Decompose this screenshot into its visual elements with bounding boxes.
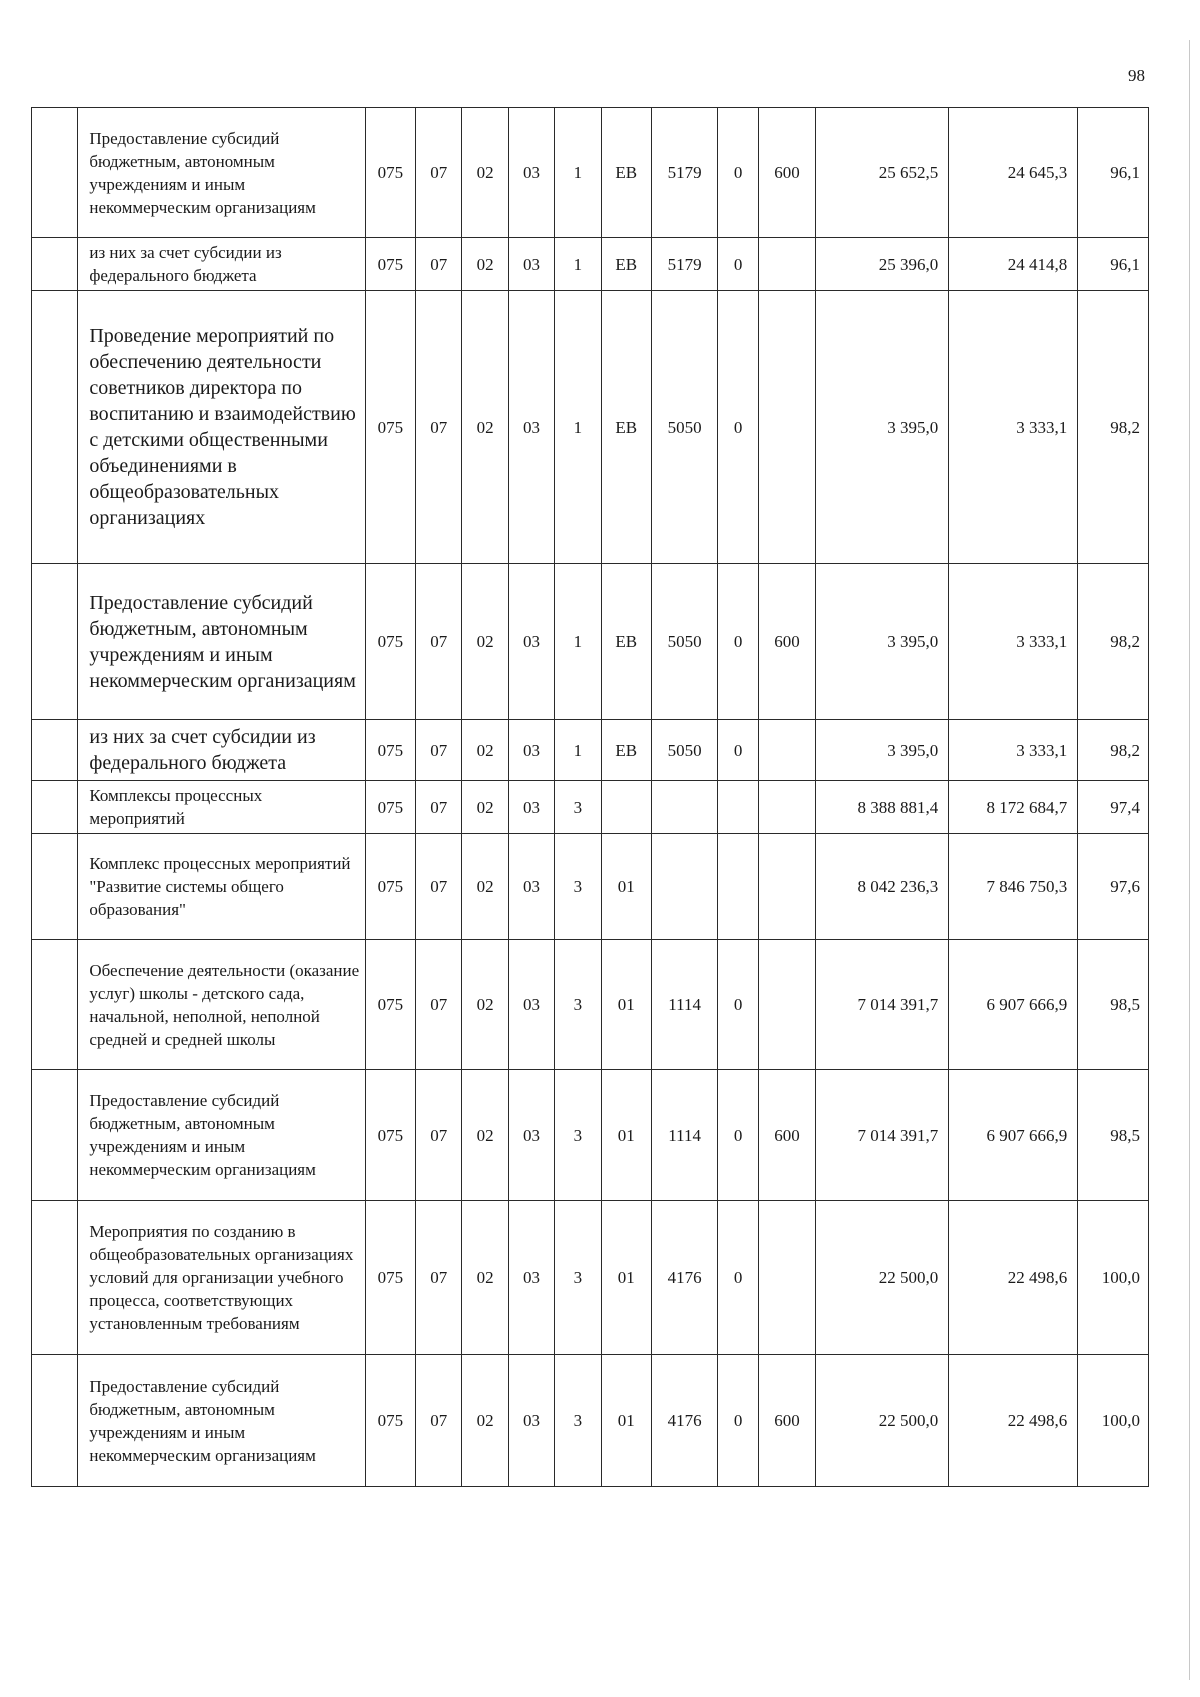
plan-amount: 7 014 391,7 <box>816 1070 949 1201</box>
code-cell: 1 <box>555 291 601 564</box>
row-index-cell <box>32 940 78 1070</box>
actual-amount: 24 414,8 <box>949 238 1078 291</box>
row-description: Комплекс процессных мероприятий "Развитие системы общего образования" <box>78 834 365 940</box>
code-cell: 02 <box>462 940 508 1070</box>
code-cell <box>758 720 815 781</box>
code-cell: 0 <box>718 1201 758 1355</box>
page-number: 98 <box>1128 66 1145 85</box>
code-cell: 0 <box>718 108 758 238</box>
actual-amount: 24 645,3 <box>949 108 1078 238</box>
code-cell: 01 <box>601 834 651 940</box>
code-cell: 01 <box>601 1355 651 1487</box>
code-cell: 075 <box>365 1070 415 1201</box>
code-cell <box>651 834 718 940</box>
code-cell: 07 <box>416 781 462 834</box>
code-cell: 5050 <box>651 291 718 564</box>
code-cell: 03 <box>508 940 554 1070</box>
execution-percent: 98,2 <box>1078 720 1149 781</box>
code-cell: 3 <box>555 834 601 940</box>
plan-amount: 8 042 236,3 <box>816 834 949 940</box>
code-cell: 02 <box>462 238 508 291</box>
row-description: Предоставление субсидий бюджетным, автономным учреждениям и иным некоммерческим организациям <box>78 1070 365 1201</box>
code-cell: ЕВ <box>601 291 651 564</box>
code-cell: 0 <box>718 940 758 1070</box>
code-cell: 02 <box>462 108 508 238</box>
row-description: из них за счет субсидии из федерального бюджета <box>78 238 365 291</box>
code-cell: 075 <box>365 720 415 781</box>
code-cell: 4176 <box>651 1355 718 1487</box>
row-description: Мероприятия по созданию в общеобразовательных организациях условий для организации учебного процесса, соответствующих установленным требованиям <box>78 1201 365 1355</box>
code-cell: 07 <box>416 108 462 238</box>
code-cell: 07 <box>416 1355 462 1487</box>
code-cell: 07 <box>416 291 462 564</box>
actual-amount: 22 498,6 <box>949 1355 1078 1487</box>
code-cell: 600 <box>758 1070 815 1201</box>
row-description: из них за счет субсидии из федерального бюджета <box>78 720 365 781</box>
code-cell: 03 <box>508 720 554 781</box>
plan-amount: 25 396,0 <box>816 238 949 291</box>
code-cell <box>758 291 815 564</box>
code-cell: 03 <box>508 1355 554 1487</box>
execution-percent: 96,1 <box>1078 238 1149 291</box>
code-cell: 02 <box>462 1355 508 1487</box>
code-cell: ЕВ <box>601 564 651 720</box>
row-index-cell <box>32 1201 78 1355</box>
table-row <box>32 834 1149 940</box>
actual-amount: 22 498,6 <box>949 1201 1078 1355</box>
code-cell: 4176 <box>651 1201 718 1355</box>
table-row <box>32 564 1149 720</box>
code-cell: 02 <box>462 564 508 720</box>
execution-percent: 98,5 <box>1078 940 1149 1070</box>
code-cell: 075 <box>365 291 415 564</box>
code-cell <box>758 834 815 940</box>
plan-amount: 22 500,0 <box>816 1201 949 1355</box>
code-cell: 1 <box>555 564 601 720</box>
code-cell: 02 <box>462 1070 508 1201</box>
code-cell: 075 <box>365 238 415 291</box>
code-cell: 0 <box>718 238 758 291</box>
code-cell: 03 <box>508 108 554 238</box>
actual-amount: 3 333,1 <box>949 564 1078 720</box>
code-cell: 1114 <box>651 940 718 1070</box>
code-cell: 03 <box>508 1070 554 1201</box>
table-row <box>32 720 1149 781</box>
table-row <box>32 781 1149 834</box>
actual-amount: 7 846 750,3 <box>949 834 1078 940</box>
code-cell: 02 <box>462 1201 508 1355</box>
row-index-cell <box>32 291 78 564</box>
execution-percent: 100,0 <box>1078 1355 1149 1487</box>
row-index-cell <box>32 238 78 291</box>
code-cell: 1 <box>555 238 601 291</box>
row-index-cell <box>32 564 78 720</box>
row-index-cell <box>32 1355 78 1487</box>
code-cell: 075 <box>365 564 415 720</box>
code-cell: 075 <box>365 940 415 1070</box>
scan-edge-line <box>1189 40 1190 1680</box>
code-cell <box>758 940 815 1070</box>
row-description: Предоставление субсидий бюджетным, автономным учреждениям и иным некоммерческим организациям <box>78 564 365 720</box>
code-cell: 075 <box>365 834 415 940</box>
code-cell: 0 <box>718 1070 758 1201</box>
row-index-cell <box>32 781 78 834</box>
actual-amount: 6 907 666,9 <box>949 940 1078 1070</box>
code-cell: 5179 <box>651 238 718 291</box>
code-cell: 0 <box>718 720 758 781</box>
row-description: Предоставление субсидий бюджетным, автономным учреждениям и иным некоммерческим организациям <box>78 1355 365 1487</box>
table-row <box>32 108 1149 238</box>
code-cell <box>651 781 718 834</box>
table-row <box>32 291 1149 564</box>
table-row <box>32 238 1149 291</box>
code-cell: 07 <box>416 1201 462 1355</box>
code-cell <box>601 781 651 834</box>
code-cell: 075 <box>365 1355 415 1487</box>
code-cell: 02 <box>462 834 508 940</box>
plan-amount: 7 014 391,7 <box>816 940 949 1070</box>
code-cell: ЕВ <box>601 720 651 781</box>
code-cell: 02 <box>462 291 508 564</box>
code-cell: 0 <box>718 564 758 720</box>
plan-amount: 3 395,0 <box>816 720 949 781</box>
execution-percent: 98,2 <box>1078 291 1149 564</box>
code-cell: 075 <box>365 1201 415 1355</box>
code-cell: 3 <box>555 1070 601 1201</box>
code-cell: 03 <box>508 291 554 564</box>
budget-table <box>31 107 1149 1487</box>
plan-amount: 3 395,0 <box>816 291 949 564</box>
code-cell: 01 <box>601 1070 651 1201</box>
code-cell <box>758 238 815 291</box>
row-index-cell <box>32 1070 78 1201</box>
actual-amount: 8 172 684,7 <box>949 781 1078 834</box>
execution-percent: 96,1 <box>1078 108 1149 238</box>
code-cell: 600 <box>758 564 815 720</box>
code-cell: 1 <box>555 720 601 781</box>
code-cell: ЕВ <box>601 238 651 291</box>
code-cell: 03 <box>508 238 554 291</box>
code-cell: 07 <box>416 564 462 720</box>
code-cell: 075 <box>365 781 415 834</box>
code-cell: 02 <box>462 781 508 834</box>
execution-percent: 97,6 <box>1078 834 1149 940</box>
table-row <box>32 1070 1149 1201</box>
actual-amount: 3 333,1 <box>949 720 1078 781</box>
code-cell: ЕВ <box>601 108 651 238</box>
code-cell: 03 <box>508 1201 554 1355</box>
table-row <box>32 940 1149 1070</box>
code-cell <box>758 1201 815 1355</box>
code-cell: 0 <box>718 1355 758 1487</box>
actual-amount: 3 333,1 <box>949 291 1078 564</box>
code-cell: 5050 <box>651 720 718 781</box>
row-description: Обеспечение деятельности (оказание услуг) школы - детского сада, начальной, неполной, неполной средней и средней школы <box>78 940 365 1070</box>
code-cell: 600 <box>758 108 815 238</box>
execution-percent: 100,0 <box>1078 1201 1149 1355</box>
plan-amount: 22 500,0 <box>816 1355 949 1487</box>
execution-percent: 97,4 <box>1078 781 1149 834</box>
row-index-cell <box>32 834 78 940</box>
table-row <box>32 1355 1149 1487</box>
plan-amount: 25 652,5 <box>816 108 949 238</box>
row-description: Комплексы процессных мероприятий <box>78 781 365 834</box>
row-index-cell <box>32 720 78 781</box>
code-cell: 03 <box>508 781 554 834</box>
code-cell <box>758 781 815 834</box>
code-cell: 01 <box>601 1201 651 1355</box>
execution-percent: 98,5 <box>1078 1070 1149 1201</box>
code-cell: 07 <box>416 238 462 291</box>
code-cell: 03 <box>508 834 554 940</box>
code-cell: 3 <box>555 940 601 1070</box>
code-cell <box>718 834 758 940</box>
code-cell: 075 <box>365 108 415 238</box>
code-cell: 01 <box>601 940 651 1070</box>
code-cell: 0 <box>718 291 758 564</box>
code-cell: 1114 <box>651 1070 718 1201</box>
plan-amount: 3 395,0 <box>816 564 949 720</box>
actual-amount: 6 907 666,9 <box>949 1070 1078 1201</box>
row-index-cell <box>32 108 78 238</box>
code-cell: 07 <box>416 1070 462 1201</box>
row-description: Предоставление субсидий бюджетным, автономным учреждениям и иным некоммерческим организациям <box>78 108 365 238</box>
row-description: Проведение мероприятий по обеспечению деятельности советников директора по воспитанию и взаимодействию с детскими общественными объединениями в общеобразовательных организациях <box>78 291 365 564</box>
execution-percent: 98,2 <box>1078 564 1149 720</box>
code-cell: 600 <box>758 1355 815 1487</box>
code-cell: 1 <box>555 108 601 238</box>
plan-amount: 8 388 881,4 <box>816 781 949 834</box>
code-cell: 02 <box>462 720 508 781</box>
code-cell: 07 <box>416 940 462 1070</box>
code-cell <box>718 781 758 834</box>
table-row <box>32 1201 1149 1355</box>
code-cell: 07 <box>416 720 462 781</box>
code-cell: 03 <box>508 564 554 720</box>
code-cell: 5179 <box>651 108 718 238</box>
code-cell: 5050 <box>651 564 718 720</box>
code-cell: 3 <box>555 781 601 834</box>
code-cell: 07 <box>416 834 462 940</box>
code-cell: 3 <box>555 1201 601 1355</box>
code-cell: 3 <box>555 1355 601 1487</box>
